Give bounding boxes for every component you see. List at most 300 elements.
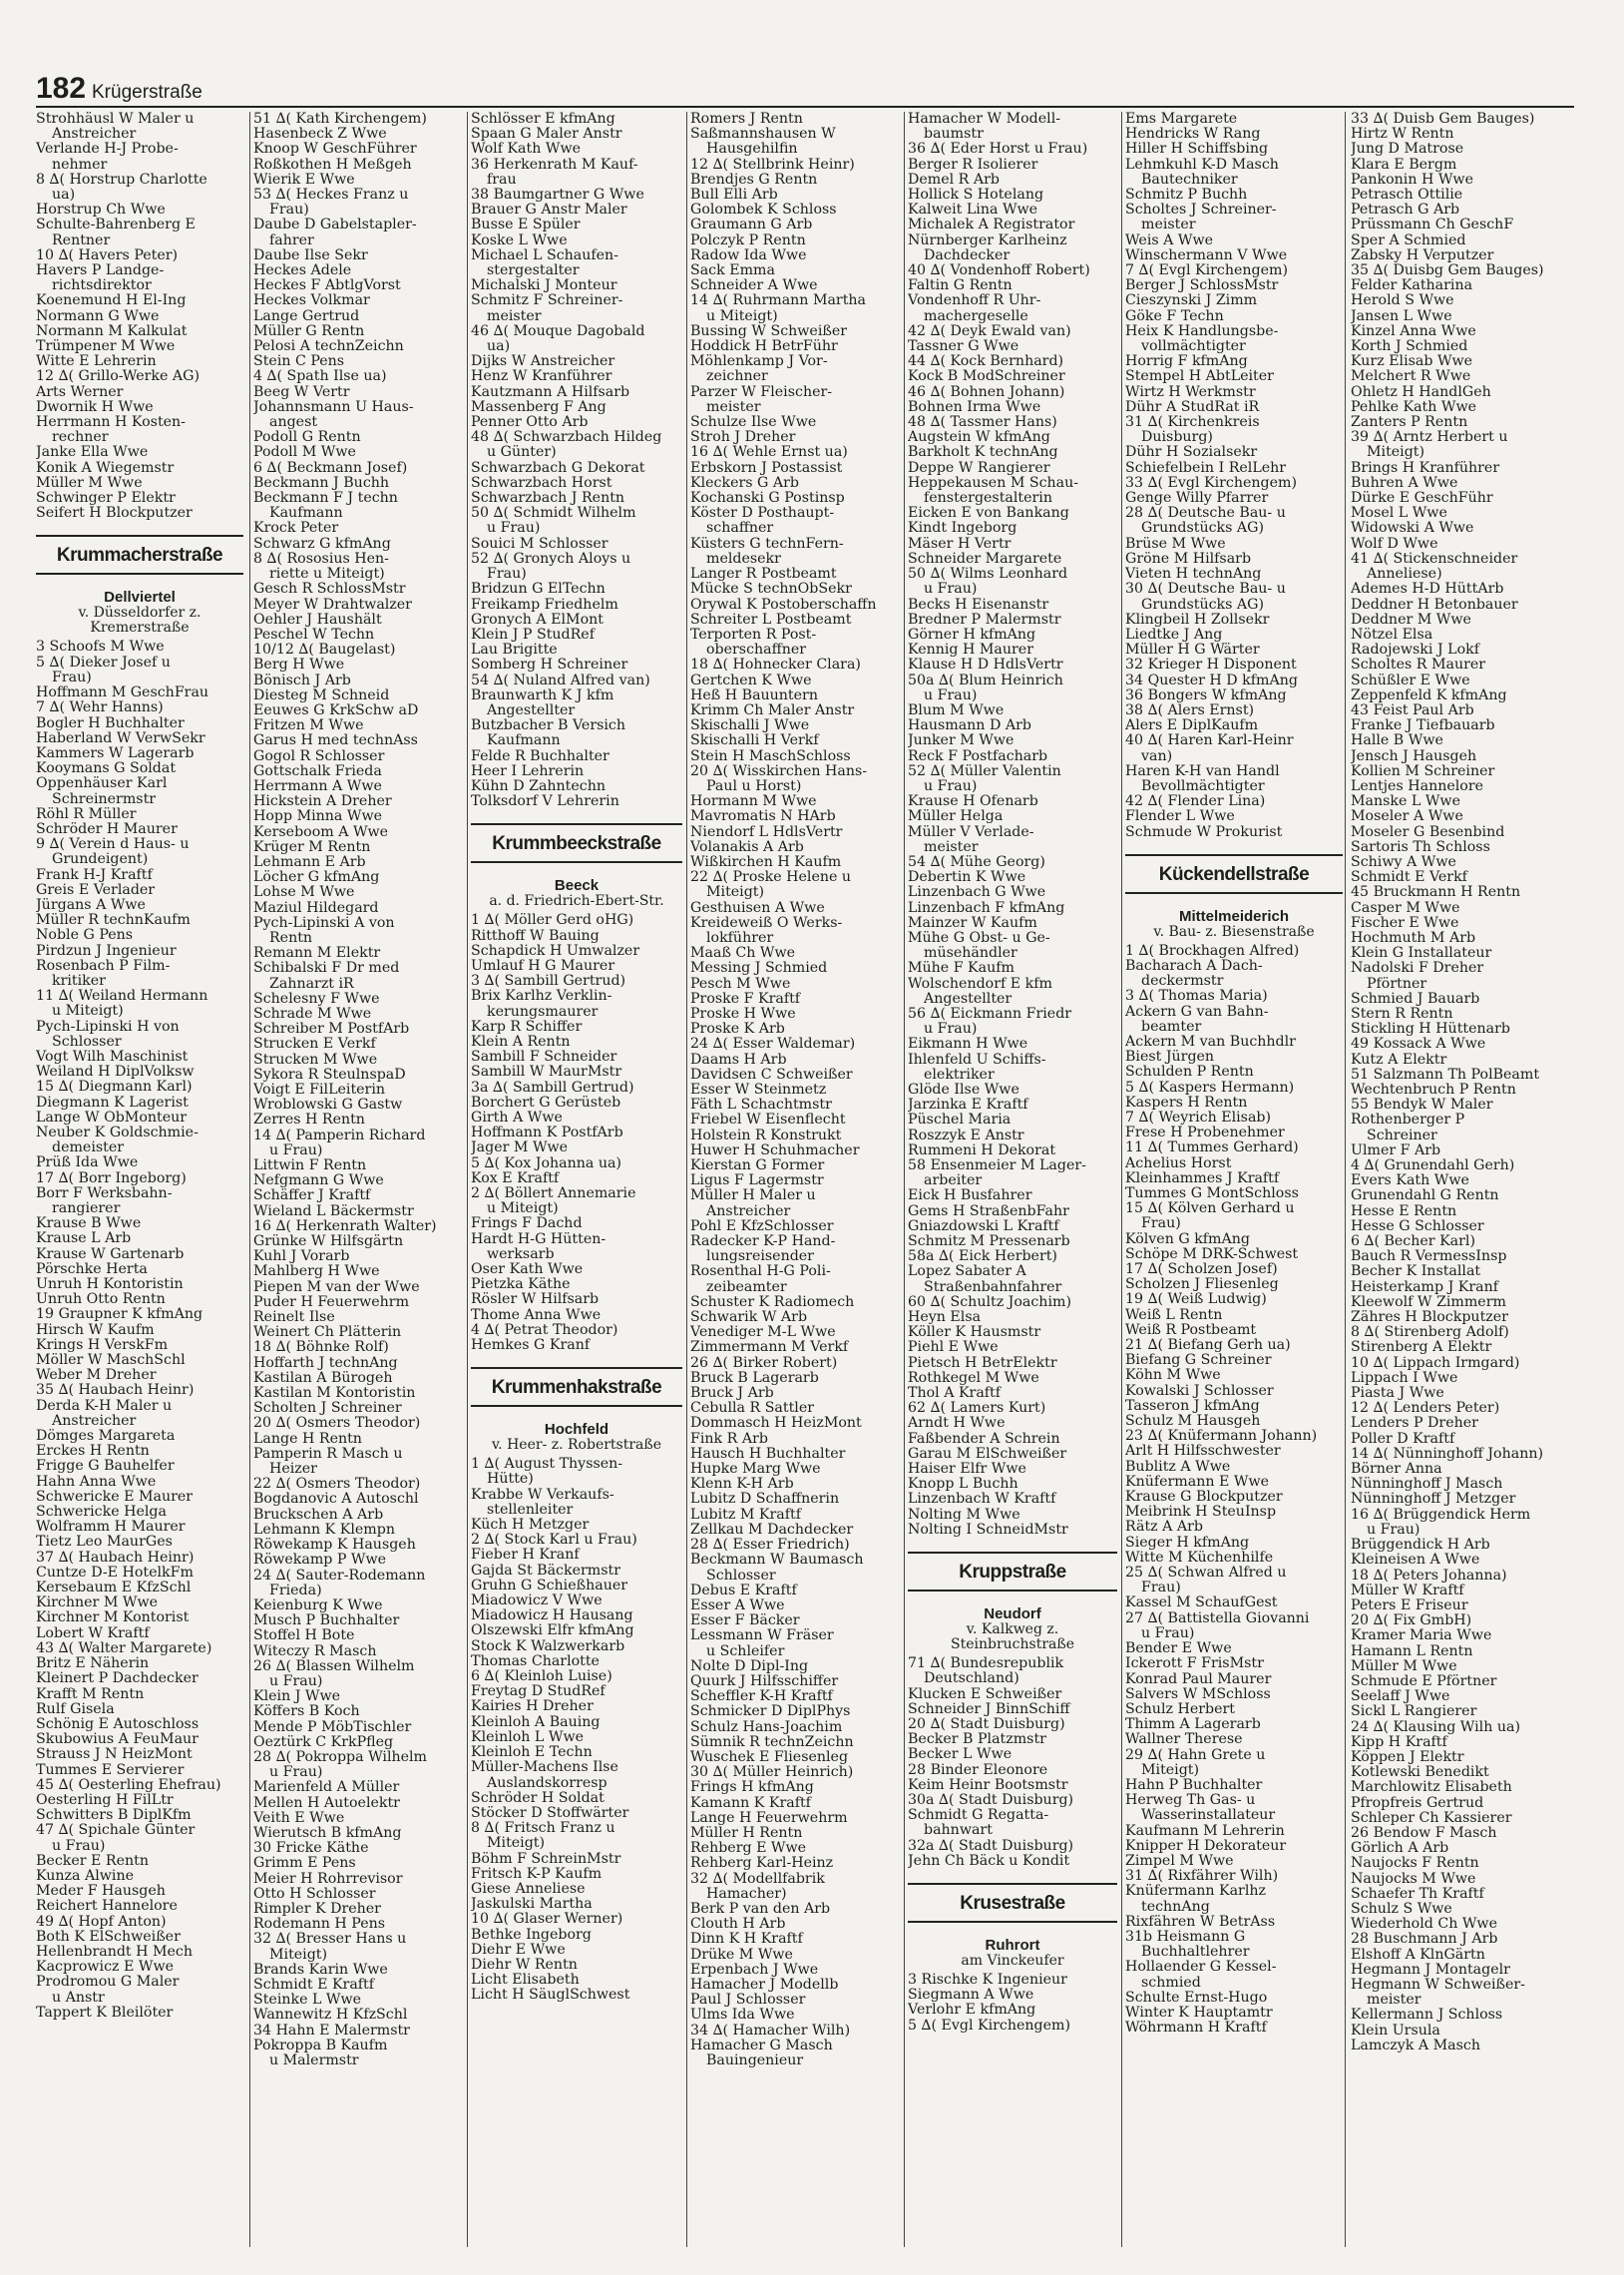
directory-entry: Demel R Arb (908, 172, 1000, 188)
directory-entry: Becks H Eisenanstr (908, 597, 1049, 613)
directory-entry: Weiß L Rentn (1125, 1307, 1223, 1323)
directory-entry: 21 ∆( Biefang Gerh ua) (1125, 1338, 1291, 1354)
directory-entry: Klause H D HdlsVertr (908, 658, 1063, 674)
entry-continuation: lungsreisender (706, 1249, 814, 1265)
directory-entry: Oser Kath Wwe (471, 1262, 584, 1278)
directory-entry: Schmude E Pförtner (1351, 1673, 1497, 1689)
district-name: Beeck (554, 877, 600, 895)
directory-entry: Meier H Rohrrevisor (253, 1871, 403, 1887)
directory-entry: Podoll M Wwe (253, 445, 356, 461)
directory-entry: 51 Salzmann Th PolBeamt (1351, 1067, 1540, 1083)
directory-entry: Wierutsch B kfmAng (253, 1825, 402, 1841)
directory-entry: Brands Karin Wwe (253, 1962, 388, 1978)
directory-entry: Wolf Kath Wwe (471, 142, 581, 158)
directory-entry: Müller Helga (908, 809, 1004, 825)
directory-entry: Wannewitz H KfzSchl (253, 2008, 408, 2024)
directory-entry: 40 ∆( Vondenhoff Robert) (908, 263, 1090, 279)
directory-entry: 20 ∆( Fix GmbH) (1351, 1613, 1472, 1629)
directory-entry: Bull Elli Arb (690, 188, 778, 204)
directory-entry: Franke J Tiefbauarb (1351, 718, 1495, 734)
directory-entry: Lenders P Dreher (1351, 1416, 1478, 1432)
directory-entry: Oesterling H FilLtr (36, 1792, 174, 1808)
directory-entry: Girth A Wwe (471, 1110, 563, 1126)
directory-entry: Petrasch Ottilie (1351, 188, 1463, 204)
directory-entry: Krüger M Rentn (253, 839, 371, 855)
directory-entry: 25 ∆( Schwan Alfred u (1125, 1566, 1287, 1582)
directory-entry: Meder F Hausgeh (36, 1884, 166, 1900)
directory-entry: Janke Ella Wwe (36, 445, 149, 461)
directory-entry: Reck F Postfacharb (908, 748, 1048, 764)
entry-continuation: Frau) (487, 567, 527, 583)
directory-entry: Stickling H Hüttenarb (1351, 1022, 1510, 1038)
directory-entry: 19 ∆( Weiß Ludwig) (1125, 1292, 1267, 1308)
directory-entry: 28 ∆( Esser Friedrich) (690, 1538, 850, 1554)
directory-entry: Schlösser E kfmAng (471, 112, 615, 127)
directory-entry: Ackern G van Bahn- (1125, 1004, 1269, 1020)
directory-entry: Peters E Friseur (1351, 1597, 1468, 1613)
street-section (471, 1367, 682, 1453)
directory-entry: Krock Peter (253, 521, 339, 537)
entry-continuation: u Frau) (1141, 1625, 1195, 1641)
directory-entry: Schröder H Soldat (471, 1790, 605, 1806)
directory-entry: Erckes H Rentn (36, 1444, 150, 1460)
directory-entry: Dijks W Anstreicher (471, 354, 615, 370)
directory-entry: Schmidt G Regatta- (908, 1808, 1049, 1824)
directory-entry: Podoll G Rentn (253, 430, 361, 446)
directory-entry: Heckes Volkmar (253, 293, 370, 309)
directory-entry: Mahlberg H Wwe (253, 1264, 380, 1280)
directory-entry: Keim Heinr Bootsmstr (908, 1777, 1068, 1793)
directory-entry: Nünninghoff J Masch (1351, 1477, 1503, 1493)
directory-entry: Moseler G Besenbind (1351, 824, 1505, 840)
directory-entry: 44 ∆( Kock Bernhard) (908, 354, 1064, 370)
directory-entry: Junker M Wwe (908, 733, 1015, 749)
directory-entry: 1 ∆( Brockhagen Alfred) (1125, 943, 1300, 959)
district-name: Mittelmeiderich (1178, 907, 1290, 925)
directory-entry: 45 Bruckmann H Rentn (1351, 885, 1521, 901)
entry-continuation: Hamacher) (706, 1886, 787, 1902)
directory-entry: Hausmann D Arb (908, 718, 1031, 734)
directory-entry: 27 ∆( Battistella Giovanni (1125, 1610, 1310, 1626)
entry-continuation: beamter (1141, 1019, 1202, 1035)
directory-entry: Hamann L Rentn (1351, 1643, 1473, 1659)
directory-entry: Lippach I Wwe (1351, 1370, 1458, 1386)
directory-entry: Skubowius A FeuMaur (36, 1732, 199, 1748)
entry-continuation: Frau) (52, 670, 92, 685)
directory-entry: 46 ∆( Mouque Dagobald (471, 323, 645, 339)
directory-entry: Heppekausen M Schau- (908, 475, 1079, 491)
directory-entry: Hellenbrandt H Mech (36, 1944, 194, 1960)
directory-entry: Rosenbach P Film- (36, 958, 171, 974)
directory-entry: 58a ∆( Eick Herbert) (908, 1249, 1057, 1265)
directory-entry: Röwekamp K Hausgeh (253, 1538, 416, 1554)
entry-continuation: meister (487, 308, 542, 324)
directory-entry: Huwer H Schuhmacher (690, 1142, 860, 1158)
directory-entry: Püschel Maria (908, 1113, 1012, 1129)
directory-entry: 42 ∆( Deyk Ewald van) (908, 323, 1071, 339)
directory-entry: 16 ∆( Brüggendick Herm (1351, 1507, 1531, 1523)
entry-continuation: Miteigt) (706, 885, 765, 901)
directory-entry: Berk P van den Arb (690, 1901, 831, 1917)
directory-entry: Krings H VerskFm (36, 1337, 169, 1353)
entry-continuation: u Frau) (924, 778, 978, 794)
directory-entry: Proske K Arb (690, 1022, 785, 1038)
directory-entry: Vondenhoff R Uhr- (908, 293, 1041, 309)
directory-entry: Klein A Rentn (471, 1034, 571, 1050)
directory-entry: Gottschalk Frieda (253, 763, 382, 779)
directory-entry: 20 ∆( Osmers Theodor) (253, 1416, 421, 1432)
directory-entry: 22 ∆( Osmers Theodor) (253, 1477, 421, 1493)
entry-continuation: u Frau) (269, 1765, 323, 1781)
directory-entry: Küsters G technFern- (690, 536, 844, 552)
directory-entry: Kerseboom A Wwe (253, 824, 389, 840)
entry-continuation: meldesekr (706, 551, 781, 567)
entry-continuation: meister (1367, 1993, 1421, 2009)
directory-entry: Zeppenfeld K kfmAng (1351, 687, 1507, 703)
entry-continuation: meister (1141, 218, 1196, 233)
directory-entry: Lehmann E Arb (253, 854, 366, 870)
directory-entry: Zabsky H Verputzer (1351, 247, 1494, 263)
directory-entry: 8 ∆( Stirenberg Adolf) (1351, 1325, 1509, 1341)
directory-entry: 16 ∆( Wehle Ernst ua) (690, 445, 848, 461)
directory-entry: Schäffer J Kraftf (253, 1188, 371, 1204)
directory-entry: Kipp H Kraftf (1351, 1734, 1447, 1750)
directory-entry: Skischalli J Wwe (690, 718, 810, 734)
directory-entry: Bruck J Arb (690, 1386, 774, 1402)
directory-entry: Linzenbach G Wwe (908, 885, 1046, 901)
directory-entry: Kooymans G Soldat (36, 761, 177, 777)
entry-continuation: u Frau) (924, 1022, 978, 1038)
directory-entry: Wuschek E Fliesenleg (690, 1749, 849, 1765)
directory-entry: Dömges Margareta (36, 1429, 176, 1445)
directory-entry: 37 ∆( Haubach Heinr) (36, 1550, 195, 1566)
directory-entry: Reichert Hannelore (36, 1899, 178, 1915)
directory-entry: Schönig E Autoschloss (36, 1716, 200, 1732)
directory-entry: Nefgmann G Wwe (253, 1173, 384, 1189)
directory-entry: Wirtz H Werkmstr (1125, 384, 1256, 400)
directory-entry: 6 ∆( Beckmann Josef) (253, 460, 408, 476)
district-name: Ruhrort (985, 1936, 1040, 1954)
directory-entry: 14 ∆( Ruhrmann Martha (690, 293, 867, 309)
directory-entry: Licht Elisabeth (471, 1973, 580, 1989)
directory-entry: Winter K Hauptamtr (1125, 2005, 1273, 2021)
entry-continuation: lokführer (706, 930, 774, 946)
directory-entry: Olszewski Elfr kfmAng (471, 1623, 634, 1639)
entry-continuation: Angestellter (924, 991, 1013, 1007)
directory-entry: 6 ∆( Kleinloh Luise) (471, 1669, 612, 1685)
directory-entry: Scholten J Schreiner (253, 1401, 402, 1417)
directory-entry: Kirchner M Wwe (36, 1595, 158, 1611)
directory-entry: 3 ∆( Sambill Gertrud) (471, 974, 626, 990)
directory-entry: Wallner Therese (1125, 1732, 1243, 1748)
directory-entry: Gronych A ElMont (471, 612, 604, 628)
directory-entry: 53 ∆( Heckes Franz u (253, 188, 409, 204)
directory-entry: Stroh J Dreher (690, 430, 796, 446)
directory-entry: Schulz M Hausgeh (1125, 1414, 1261, 1430)
directory-entry: Kölven G kfmAng (1125, 1231, 1250, 1247)
directory-entry: Knüfermann E Wwe (1125, 1474, 1269, 1490)
directory-entry: Jarzinka E Kraftf (908, 1098, 1028, 1114)
directory-entry: Fritzen M Wwe (253, 718, 364, 734)
directory-entry: Brings H Kranführer (1351, 460, 1500, 476)
directory-entry: Graumann G Arb (690, 218, 813, 233)
directory-entry: Verlande H-J Probe- (36, 142, 179, 158)
directory-entry: Britz E Näherin (36, 1656, 150, 1672)
entry-continuation: Kaufmann (487, 733, 561, 749)
directory-entry: Röwekamp P Wwe (253, 1553, 387, 1569)
directory-entry: Schmitz F Schreiner- (471, 293, 623, 309)
directory-entry: Schmidt E Kraftf (253, 1977, 374, 1993)
directory-entry: Kamann K Kraftf (690, 1795, 811, 1811)
entry-continuation: stergestalter (487, 263, 580, 279)
entry-continuation: Dachdecker (924, 247, 1011, 263)
directory-entry: Schneider A Wwe (690, 278, 818, 294)
directory-entry: 38 ∆( Alers Ernst) (1125, 702, 1255, 718)
directory-entry: Rixfähren W BetrAss (1125, 1914, 1276, 1930)
directory-entry: Poller D Kraftf (1351, 1431, 1455, 1447)
directory-entry: Hiller H Schiffsbing (1125, 142, 1269, 158)
entry-continuation: deckermstr (1141, 974, 1224, 990)
directory-entry: 35 ∆( Haubach Heinr) (36, 1383, 195, 1399)
entry-continuation: u Frau) (52, 1838, 106, 1854)
entry-continuation: Hütte) (487, 1472, 534, 1488)
directory-entry: Lubitz M Kraftf (690, 1507, 801, 1523)
directory-entry: Winschermann V Wwe (1125, 247, 1288, 263)
directory-entry: 5 ∆( Dieker Josef u (36, 655, 171, 671)
directory-entry: 30 ∆( Müller Heinrich) (690, 1765, 854, 1781)
entry-continuation: rechner (52, 430, 109, 446)
directory-entry: Diesteg M Schneid (253, 687, 390, 703)
directory-entry: Köffers B Koch (253, 1704, 360, 1720)
directory-entry: 8 ∆( Rososius Hen- (253, 551, 389, 567)
directory-entry: 3 Rischke K Ingenieur (908, 1972, 1067, 1988)
directory-entry: Prüssmann Ch GeschF (1351, 218, 1514, 233)
entry-continuation: Miteigt) (1141, 1762, 1200, 1778)
directory-entry: Kurz Elisab Wwe (1351, 354, 1473, 370)
column-divider (904, 112, 905, 2247)
directory-entry: Felder Katharina (1351, 278, 1473, 294)
directory-entry: 3a ∆( Sambill Gertrud) (471, 1080, 634, 1096)
entry-continuation: frau (487, 172, 517, 188)
directory-entry: Garus H med technAss (253, 733, 418, 749)
directory-entry: Gertchen K Wwe (690, 673, 812, 688)
directory-entry: 50 ∆( Wilms Leonhard (908, 567, 1068, 583)
directory-entry: Rothenberger P (1351, 1113, 1465, 1129)
directory-entry: Reinelt Ilse (253, 1310, 335, 1326)
directory-entry: 3 Schoofs M Wwe (36, 640, 165, 656)
directory-entry: Glöde Ilse Wwe (908, 1083, 1019, 1098)
entry-continuation: Frieda) (269, 1583, 322, 1598)
directory-entry: Hesse G Schlosser (1351, 1218, 1484, 1234)
directory-entry: Brüggendick H Arb (1351, 1538, 1490, 1554)
directory-entry: Scholzen J Fliesenleg (1125, 1277, 1279, 1293)
directory-entry: Kreideweiß O Werks- (690, 915, 843, 931)
entry-continuation: u Schleifer (706, 1643, 785, 1659)
directory-entry: 30 ∆( Deutsche Bau- u (1125, 582, 1286, 598)
directory-entry: 38 Baumgartner G Wwe (471, 188, 644, 204)
directory-entry: 28 Binder Eleonore (908, 1762, 1048, 1778)
directory-entry: Stein H MaschSchloss (690, 748, 851, 764)
entry-continuation: meister (924, 839, 979, 855)
directory-entry: Hendricks W Rang (1125, 127, 1261, 143)
directory-entry: Cebulla R Sattler (690, 1401, 815, 1417)
directory-entry: Lopez Sabater A (908, 1264, 1026, 1280)
directory-entry: Schulz S Wwe (1351, 1901, 1452, 1917)
directory-entry: Bogdanovic A Autoschl (253, 1492, 419, 1508)
entry-continuation: Frau) (269, 203, 309, 219)
directory-entry: Ihlenfeld U Schiffs- (908, 1052, 1046, 1068)
directory-entry: 2 ∆( Stock Karl u Frau) (471, 1533, 637, 1549)
directory-entry: Kastilan M Kontoristin (253, 1386, 416, 1402)
directory-entry: Schneider J BinnSchiff (908, 1701, 1070, 1717)
directory-entry: Schulte Ernst-Hugo (1125, 1990, 1268, 2006)
directory-entry: Jung D Matrose (1351, 142, 1464, 158)
directory-entry: Wöhrmann H Kraftf (1125, 2021, 1267, 2037)
directory-entry: Messing J Schmied (690, 961, 828, 977)
directory-entry: Skischalli H Verkf (690, 733, 819, 749)
street-extent: v. Kalkweg z. (966, 1621, 1059, 1638)
directory-entry: Michael L Schaufen- (471, 247, 618, 263)
directory-entry: Kramer Maria Wwe (1351, 1628, 1492, 1644)
directory-entry: Köster D Posthaupt- (690, 506, 835, 522)
directory-entry: Butzbacher B Versich (471, 718, 626, 734)
directory-entry: Garau M ElSchweißer (908, 1446, 1067, 1462)
directory-entry: Johannsmann U Haus- (253, 399, 414, 415)
entry-continuation: nehmer (52, 157, 108, 173)
directory-entry: Linzenbach W Kraftf (908, 1492, 1056, 1508)
directory-entry: Nünninghoff J Metzger (1351, 1492, 1516, 1508)
directory-column-4 (690, 112, 900, 2247)
directory-entry: 16 ∆( Herkenrath Walter) (253, 1218, 437, 1234)
directory-entry: Busse E Spüler (471, 218, 581, 233)
directory-entry: Schmidt E Verkf (1351, 870, 1467, 886)
directory-entry: Schapdick H Umwalzer (471, 943, 640, 959)
directory-entry: 58 Ensenmeier M Lager- (908, 1158, 1086, 1174)
directory-entry: Strucken M Wwe (253, 1052, 378, 1068)
directory-entry: Kleckers G Arb (690, 475, 799, 491)
directory-entry: Vogt Wilh Maschinist (36, 1049, 189, 1065)
directory-entry: 45 ∆( Oesterling Ehefrau) (36, 1777, 221, 1793)
directory-entry: Kellermann J Schloss (1351, 2008, 1503, 2024)
directory-entry: Nolting M Wwe (908, 1507, 1020, 1523)
directory-entry: Pörschke Herta (36, 1261, 148, 1277)
directory-entry: Seifert H Blockputzer (36, 506, 193, 522)
directory-entry: Naujocks F Rentn (1351, 1856, 1479, 1872)
directory-entry: Schleper Ch Kassierer (1351, 1810, 1512, 1826)
directory-entry: 49 ∆( Hopf Anton) (36, 1914, 167, 1930)
directory-entry: Lobert W Kraftf (36, 1625, 150, 1641)
directory-entry: Bacharach A Dach- (1125, 958, 1263, 974)
directory-entry: Scheffler K-H Kraftf (690, 1689, 833, 1705)
directory-entry: Meyer W Drahtwalzer (253, 597, 412, 613)
directory-entry: Krause B Wwe (36, 1216, 142, 1232)
directory-entry: 23 ∆( Knüfermann Johann) (1125, 1429, 1318, 1445)
street-section-title: Krummbeeckstraße (471, 823, 682, 863)
directory-entry: Schöpe M DRK-Schwest (1125, 1246, 1299, 1262)
directory-entry: Schwitters B DiplKfm (36, 1808, 192, 1824)
directory-entry: Mäser H Vertr (908, 536, 1012, 552)
directory-entry: Klein J P StudRef (471, 627, 595, 643)
directory-entry: 46 ∆( Bohnen Johann) (908, 384, 1065, 400)
directory-column-3 (471, 112, 682, 2247)
directory-entry: Kindt Ingeborg (908, 521, 1017, 537)
directory-entry: Arts Werner (36, 384, 124, 400)
directory-entry: Umlauf H G Maurer (471, 958, 615, 974)
directory-entry: Daube Ilse Sekr (253, 247, 368, 263)
directory-entry: 10/12 ∆( Baugelast) (253, 643, 396, 659)
directory-entry: 9 ∆( Verein d Haus- u (36, 837, 190, 853)
directory-entry: Sykora R SteulnspaD (253, 1067, 406, 1083)
directory-entry: Eeuwes G KrkSchw aD (253, 702, 419, 718)
directory-entry: Ulmer F Arb (1351, 1142, 1441, 1158)
entry-continuation: Anneliese) (1367, 567, 1442, 583)
directory-entry: Bethke Ingeborg (471, 1927, 592, 1943)
entry-continuation: Bautechniker (1141, 172, 1238, 188)
directory-entry: Bruckschen A Arb (253, 1507, 384, 1523)
directory-entry: Michalski J Monteur (471, 278, 617, 294)
directory-entry: Oppenhäuser Karl (36, 776, 168, 792)
directory-entry: Proske F Kraftf (690, 991, 801, 1007)
directory-entry: Hegmann J Montagelr (1351, 1962, 1510, 1978)
directory-entry: Rehberg E Wwe (690, 1841, 807, 1857)
directory-entry: Naujocks M Wwe (1351, 1871, 1476, 1887)
directory-entry: 14 ∆( Nünninghoff Johann) (1351, 1446, 1543, 1462)
directory-entry: Lubitz D Schaffnerin (690, 1492, 840, 1508)
directory-entry: Wolschendorf E kfm (908, 976, 1052, 992)
directory-entry: Klenn K-H Arb (690, 1477, 794, 1493)
directory-entry: Heix K Handlungsbe- (1125, 323, 1279, 339)
directory-entry: Holstein R Konstrukt (690, 1128, 842, 1143)
directory-entry: Löcher G kfmAng (253, 870, 380, 886)
directory-entry: Kuhl J Vorarb (253, 1249, 350, 1265)
directory-entry: Zimpel M Wwe (1125, 1853, 1234, 1869)
directory-entry: Bublitz A Wwe (1125, 1459, 1231, 1475)
street-section (908, 1552, 1117, 1652)
directory-entry: 20 ∆( Wisskirchen Hans- (690, 763, 868, 779)
directory-entry: Krabbe W Verkaufs- (471, 1487, 614, 1503)
directory-entry: Maaß Ch Wwe (690, 946, 796, 962)
entry-continuation: u Frau) (269, 1673, 323, 1689)
directory-entry: Wroblowski G Gastw (253, 1098, 403, 1114)
directory-entry: Jehn Ch Bäck u Kondit (908, 1853, 1070, 1869)
directory-entry: Tasseron J kfmAng (1125, 1398, 1260, 1414)
directory-entry: Marienfeld A Müller (253, 1780, 400, 1796)
directory-entry: Berger R Isolierer (908, 157, 1038, 173)
directory-entry: 31b Heismann G (1125, 1929, 1246, 1945)
street-section (1125, 854, 1343, 940)
directory-entry: 56 ∆( Eickmann Friedr (908, 1006, 1072, 1022)
directory-entry: Niendorf L HdlsVertr (690, 824, 843, 840)
directory-entry: Frings H kfmAng (690, 1780, 814, 1796)
directory-entry: Remann M Elektr (253, 946, 381, 962)
directory-entry: Augstein W kfmAng (908, 430, 1050, 446)
directory-entry: Kotlewski Benedikt (1351, 1765, 1489, 1781)
directory-entry: 36 Bongers W kfmAng (1125, 687, 1287, 703)
directory-entry: 60 ∆( Schultz Joachim) (908, 1294, 1071, 1310)
directory-entry: Kalweit Lina Wwe (908, 203, 1038, 219)
entry-continuation: riette u Miteigt) (269, 567, 385, 583)
directory-entry: Mellen H Autoelektr (253, 1795, 400, 1811)
directory-entry: Weiß R Postbeamt (1125, 1322, 1257, 1338)
directory-entry: Meibrink H SteuInsp (1125, 1505, 1277, 1521)
entry-continuation: Bauingenieur (706, 2053, 804, 2068)
directory-entry: Zähres H Blockputzer (1351, 1310, 1508, 1326)
directory-entry: 7 ∆( Weyrich Elisab) (1125, 1110, 1272, 1126)
directory-entry: 41 ∆( Stickenschneider (1351, 551, 1518, 567)
directory-entry: Hoffmann M GeschFrau (36, 685, 209, 701)
entry-continuation: Schreinermstr (52, 791, 157, 807)
directory-entry: Köhn M Wwe (1125, 1368, 1221, 1384)
